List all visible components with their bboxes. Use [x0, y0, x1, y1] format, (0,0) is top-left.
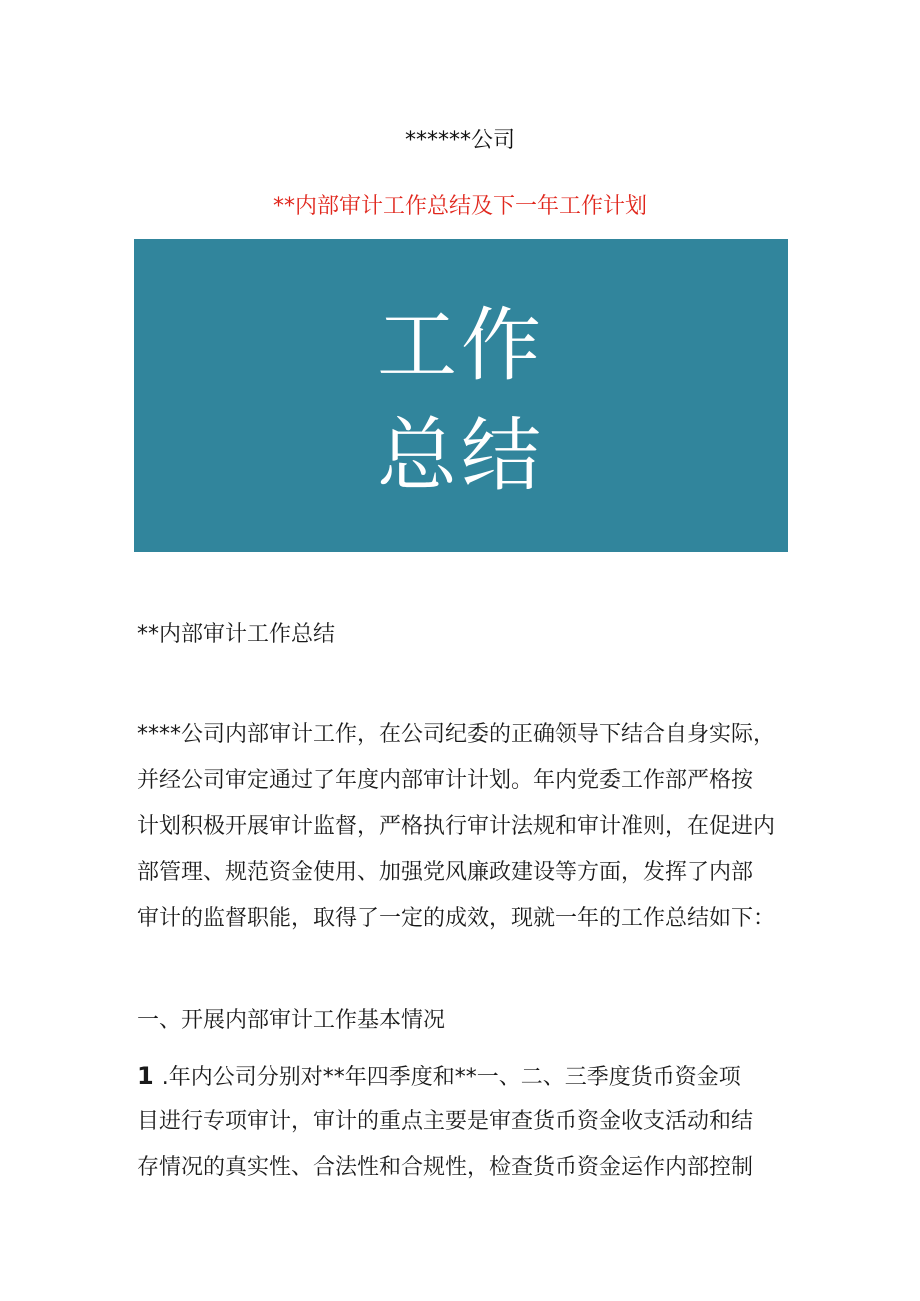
intro-paragraph	[137, 712, 797, 942]
paragraph-line: 存情况的真实性、合法性和合规性，检查货币资金运作内部控制	[137, 1155, 754, 1180]
section-title: **内部审计工作总结	[137, 622, 336, 647]
item-number: 1	[137, 1062, 154, 1090]
banner-line-1: 工作	[377, 299, 545, 392]
banner-line-2: 总结	[377, 409, 545, 502]
item-1-paragraph	[137, 1053, 797, 1191]
paragraph-line: 审计的监督职能，取得了一定的成效，现就一年的工作总结如下：	[137, 906, 776, 931]
paragraph-line: 目进行专项审计，审计的重点主要是审查货币资金收支活动和结	[137, 1109, 754, 1134]
heading-1: 一、开展内部审计工作基本情况	[137, 1008, 446, 1033]
paragraph-line	[137, 1053, 797, 1099]
title-banner	[134, 239, 788, 552]
document-subtitle: **内部审计工作总结及下一年工作计划	[272, 194, 647, 219]
paragraph-line: 部管理、规范资金使用、加强党风廉政建设等方面，发挥了内部	[137, 860, 754, 885]
paragraph-line: 计划积极开展审计监督，严格执行审计法规和审计准则，在促进内	[137, 814, 776, 839]
company-name: ******公司	[404, 128, 515, 153]
paragraph-line: ****公司内部审计工作，在公司纪委的正确领导下结合自身实际，	[137, 722, 776, 747]
paragraph-line: 并经公司审定通过了年度内部审计计划。年内党委工作部严格按	[137, 768, 754, 793]
item-text: .年内公司分别对**年四季度和**一、二、三季度货币资金项	[161, 1065, 741, 1090]
